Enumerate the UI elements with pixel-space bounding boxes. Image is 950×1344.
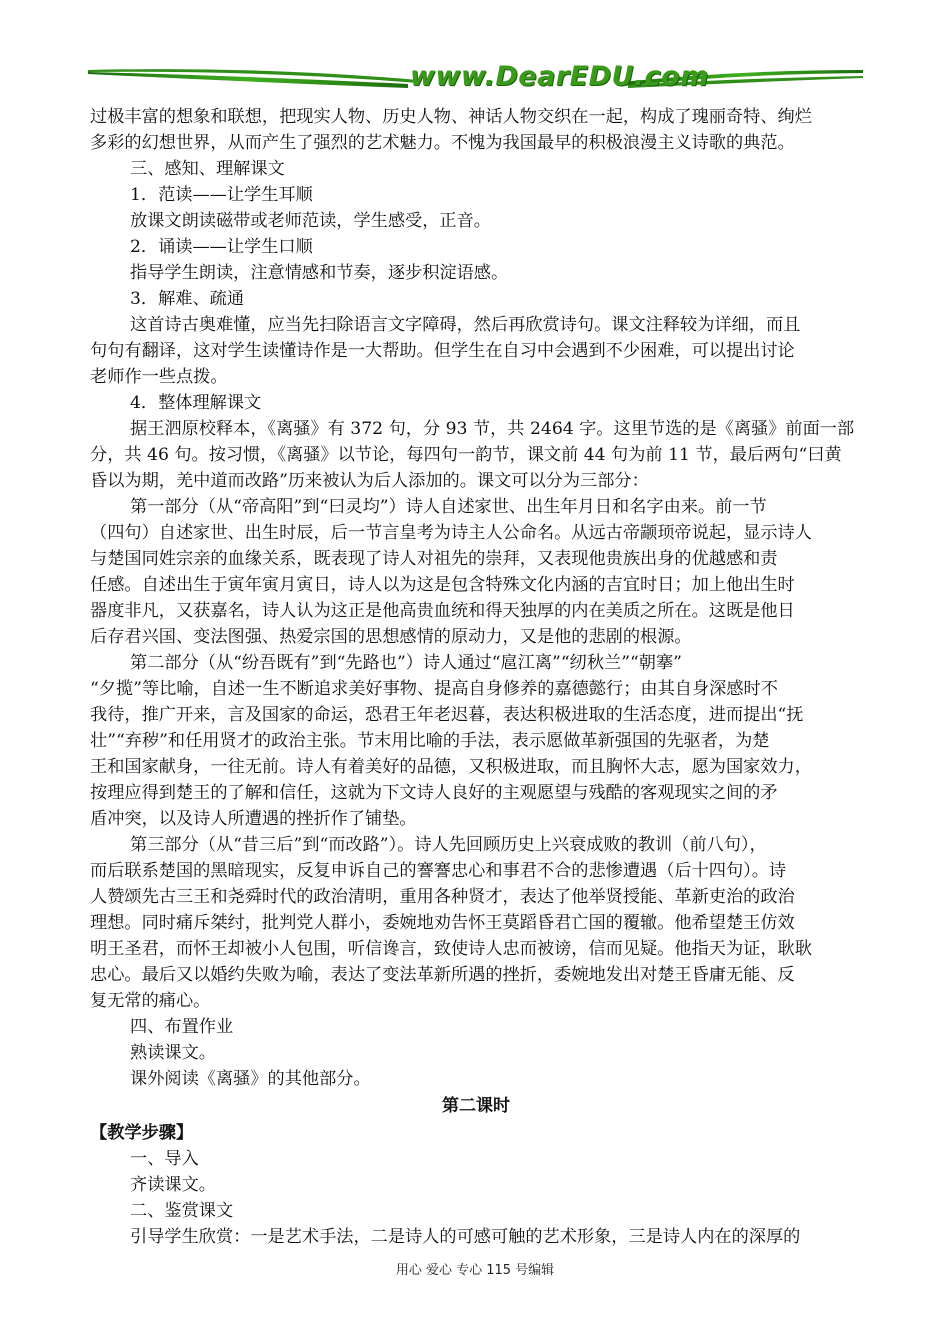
text-line: 与楚国同姓宗亲的血缘关系，既表现了诗人对祖先的崇拜，又表现他贵族出身的优越感和责 bbox=[90, 549, 778, 569]
text-line: 昏以为期，羌中道而改路”历来被认为后人添加的。课文可以分为三部分： bbox=[90, 471, 649, 491]
text-line: 按理应得到楚王的了解和信任，这就为下文诗人良好的主观愿望与残酷的客观现实之间的矛 bbox=[90, 783, 778, 803]
text-line: 二、鉴赏课文 bbox=[130, 1201, 234, 1221]
text-line: 任感。自述出生于寅年寅月寅日，诗人以为这是包含特殊文化内涵的吉宜时日；加上他出生时 bbox=[90, 575, 795, 595]
text-line: 课外阅读《离骚》的其他部分。 bbox=[130, 1069, 371, 1089]
text-line: 后存君兴国、变法图强、热爱宗国的思想感情的原动力，又是他的悲剧的根源。 bbox=[90, 627, 692, 647]
text-line: 分，共 46 句。按习惯，《离骚》以节论，每四句一韵节，课文前 44 句为前 11 节，最后两句“曰黄 bbox=[90, 445, 842, 465]
text-line: （四句）自述家世、出生时辰，后一节言皇考为诗主人公命名。从远古帝颛顼帝说起，显示诗人 bbox=[90, 523, 812, 543]
site-logo: www.DearEDU.com bbox=[410, 61, 709, 92]
text-line: 四、布置作业 bbox=[130, 1017, 234, 1037]
page-footer: 用心 爱心 专心 115 号编辑 bbox=[395, 1263, 555, 1278]
text-line: 引导学生欣赏：一是艺术手法，二是诗人的可感可触的艺术形象，三是诗人内在的深厚的 bbox=[130, 1227, 801, 1247]
text-line: 我待，推广开来，言及国家的命运，恐君王年老迟暮，表达积极进取的生活态度，进而提出“抚 bbox=[90, 705, 804, 725]
text-line: 4．整体理解课文 bbox=[130, 393, 262, 413]
text-line: 盾冲突，以及诗人所遭遇的挫折作了铺垫。 bbox=[90, 809, 417, 829]
text-line: 王和国家献身，一往无前。诗人有着美好的品德，又积极进取，而且胸怀大志，愿为国家效力， bbox=[90, 757, 812, 777]
text-line: 齐读课文。 bbox=[130, 1175, 216, 1195]
text-line: 指导学生朗读，注意情感和节奏，逐步积淀语感。 bbox=[130, 263, 509, 283]
text-line: 多彩的幻想世界，从而产生了强烈的艺术魅力。不愧为我国最早的积极浪漫主义诗歌的典范。 bbox=[90, 133, 795, 153]
text-line: 据王泗原校释本，《离骚》有 372 句，分 93 节，共 2464 字。这里节选的是《离骚》前面一部 bbox=[130, 419, 855, 439]
text-line: 1．范读——让学生耳顺 bbox=[130, 185, 313, 205]
text-line: 而后联系楚国的黑暗现实，反复申诉自己的謇謇忠心和事君不合的悲惨遭遇（后十四句）。诗 bbox=[90, 861, 787, 881]
text-line: 第二部分（从“纷吾既有”到“先路也”）诗人通过“扈江离”“纫秋兰”“朝搴” bbox=[130, 653, 682, 673]
text-line: 这首诗古奥难懂，应当先扫除语言文字障碍，然后再欣赏诗句。课文注释较为详细，而且 bbox=[130, 315, 801, 335]
text-line: 忠心。最后又以婚约失败为喻，表达了变法革新所遇的挫折，委婉地发出对楚王昏庸无能、反 bbox=[90, 965, 795, 985]
text-line: 人赞颂先古三王和尧舜时代的政治清明，重用各种贤才，表达了他举贤授能、革新吏治的政治 bbox=[90, 887, 795, 907]
section-heading: 【教学步骤】 bbox=[90, 1123, 194, 1143]
text-line: 明王圣君，而怀王却被小人包围，听信谗言，致使诗人忠而被谤，信而见疑。他指天为证，耿耿 bbox=[90, 939, 812, 959]
text-line: 第三部分（从“昔三后”到“而改路”）。诗人先回顾历史上兴衰成败的教训（前八句）， bbox=[130, 835, 767, 855]
text-line: 第一部分（从“帝高阳”到“曰灵均”）诗人自述家世、出生年月日和名字由来。前一节 bbox=[130, 497, 767, 517]
text-line: 一、导入 bbox=[130, 1149, 199, 1169]
site-header-banner bbox=[88, 52, 863, 98]
text-line: 理想。同时痛斥桀纣，批判党人群小，委婉地劝告怀王莫蹈昏君亡国的覆辙。他希望楚王仿效 bbox=[90, 913, 795, 933]
text-line: 3．解难、疏通 bbox=[130, 289, 245, 309]
section-title: 第二课时 bbox=[442, 1096, 510, 1116]
text-line: 三、感知、理解课文 bbox=[130, 159, 285, 179]
document-body bbox=[90, 104, 862, 1250]
text-line: 过极丰富的想象和联想，把现实人物、历史人物、神话人物交织在一起，构成了瑰丽奇特、绚烂 bbox=[90, 107, 812, 127]
text-line: 熟读课文。 bbox=[130, 1043, 216, 1063]
text-line: 句句有翻译，这对学生读懂诗作是一大帮助。但学生在自习中会遇到不少困难，可以提出讨论 bbox=[90, 341, 795, 361]
text-line: 器度非凡，又获嘉名，诗人认为这正是他高贵血统和得天独厚的内在美质之所在。这既是他日 bbox=[90, 601, 795, 621]
text-line: 老师作一些点拨。 bbox=[90, 367, 228, 387]
text-line: 2．诵读——让学生口顺 bbox=[130, 237, 313, 257]
text-line: 放课文朗读磁带或老师范读，学生感受，正音。 bbox=[130, 211, 491, 231]
text-line: 壮”“弃秽”和任用贤才的政治主张。节末用比喻的手法，表示愿做革新强国的先驱者，为楚 bbox=[90, 731, 770, 751]
text-line: “夕揽”等比喻，自述一生不断追求美好事物、提高自身修养的嘉德懿行；由其自身深感时不 bbox=[90, 679, 778, 699]
text-line: 复无常的痛心。 bbox=[90, 991, 211, 1011]
